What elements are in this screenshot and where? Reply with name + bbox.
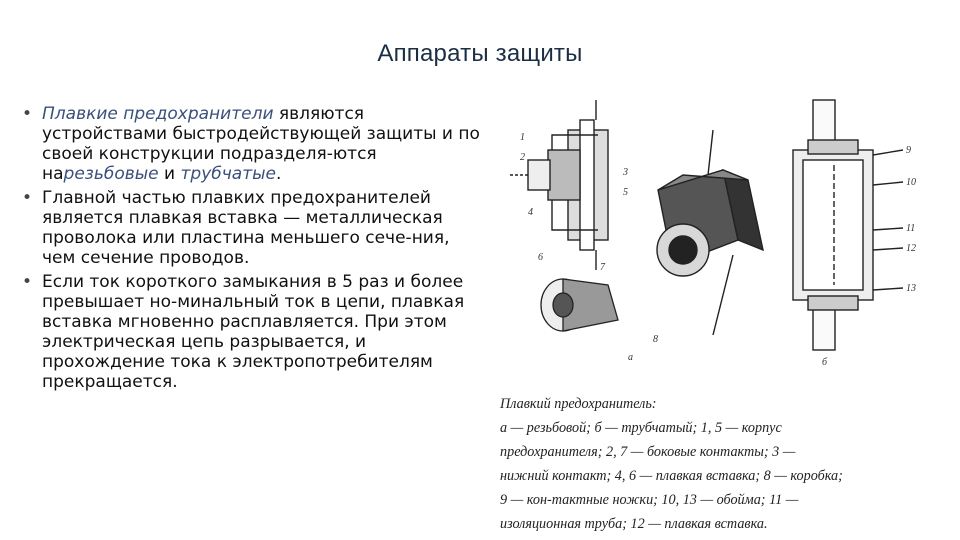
bullet-item	[20, 272, 480, 392]
fuse-box	[657, 130, 763, 335]
bullet-emphasis: трубчатые	[180, 164, 276, 184]
part-number: 12	[906, 243, 916, 254]
caption-line: изоляционная труба; 12 — плавкая вставка.	[500, 516, 768, 532]
part-number: 13	[906, 283, 916, 294]
bullet-item	[20, 104, 480, 184]
bullet-run: являются устройствами быстродействующей защиты и по своей конструкции подразделя-ются на	[42, 104, 480, 184]
part-number: 7	[600, 262, 605, 273]
part-number: 2	[520, 152, 525, 163]
bullet-run: и	[158, 164, 181, 184]
bullet-dot: •	[22, 104, 33, 124]
fuse-drawing	[508, 80, 948, 370]
part-number: 9	[906, 145, 911, 156]
part-number: 1	[520, 132, 525, 143]
tube-fuse-section	[793, 100, 903, 350]
fuse-cartridge	[541, 279, 618, 331]
caption-line: нижний контакт; 4, 6 — плавкая вставка; 8 — коробка;	[500, 468, 843, 484]
part-number: 6	[538, 252, 543, 263]
bullet-run: Если ток короткого замыкания в 5 раз и более превышает но-минальный ток в цепи, плавкая вставка мгновенно расплавляется. При этом электрическая цепь разрывается, и прохождение тока к электропотребителям прекращается.	[42, 272, 465, 392]
figure-label-a: а	[628, 352, 633, 363]
bullet-emphasis: резьбовые	[63, 164, 159, 184]
figure-label-b: б	[822, 357, 828, 368]
part-number: 10	[906, 177, 916, 188]
bullet-item	[20, 188, 480, 268]
caption-line: Плавкий предохранитель:	[500, 396, 657, 412]
screw-fuse-section	[508, 100, 608, 270]
bullet-text	[42, 188, 450, 268]
bullet-emphasis: Плавкие предохранители	[42, 104, 274, 124]
bullet-run: .	[275, 164, 282, 184]
bullet-dot: •	[22, 272, 33, 292]
bullet-run: Главной частью плавких предохранителей является плавкая вставка — металлическая проволока или пластина меньшего сече-ния, чем сечение проводов.	[42, 188, 450, 268]
part-number: 8	[653, 334, 658, 345]
caption-line: предохранителя; 2, 7 — боковые контакты; 3 —	[500, 444, 796, 460]
bullet-dot: •	[22, 188, 33, 208]
bullet-list	[20, 104, 480, 396]
figure-caption	[500, 392, 950, 536]
caption-line: 9 — кон-тактные ножки; 10, 13 — обойма; 11 —	[500, 492, 799, 508]
part-number: 3	[623, 167, 628, 178]
part-number: 4	[528, 207, 533, 218]
fuse-illustration	[508, 80, 948, 370]
part-number: 5	[623, 187, 628, 198]
bullet-text	[42, 272, 464, 392]
part-number: 11	[906, 223, 916, 234]
caption-line: а — резьбовой; б — трубчатый; 1, 5 — корпус	[500, 420, 782, 436]
bullet-text	[42, 104, 480, 184]
slide-title: Аппараты защиты	[377, 40, 583, 67]
